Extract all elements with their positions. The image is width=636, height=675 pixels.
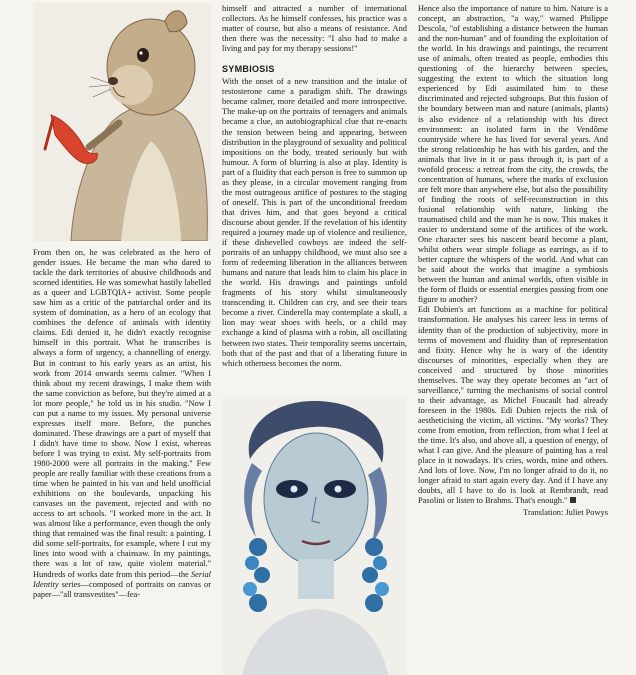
article-column-3 xyxy=(418,4,608,518)
series-title: Serial Identity xyxy=(33,569,211,589)
column-1-paragraph: From then on, he was celebrated as the hero of gender issues. He became the man who dared to tackle the dark territories of abusive childhoods and scorned identities. He was somewhat hastily labelled as a queer and LGBTQIA+ activist. Some people saw him as a critic of the patriarchal order and its system of domination, as a hero of an ecology that combines the defence of animals with identity claims. Edi denied it, he didn't exactly recognise himself in this portrait. What he transcribes is always a form of urgency, a channelling of energy. But in contrast to his early years as an artist, his work from 2014 onwards seems calmer. "When I think about my recent drawings, I make them with the same conviction as before, but they're aimed at a lot more people," he told us in his studio. "Now I can put a name to my issues. My personal universe expresses itself more. Before, the punches dominated. These drawings are a part of myself that I didn't have time to show. Now I exist, whereas before I was trying to exist. My self-portraits from 1980-2000 were all portraits in the making." Few people are really familiar with these creations from a time when he painted in his van and held unofficial exhibitions on the boulevards, unpacking his canvases on the pavement, rejected and with no access to art schools. "I worked more in the act. It was almost like a performance, even though the only thing that remained was the final result: a painting. I did some self-portraits, for example, where I cut my lines into wood with a chainsaw. In my paintings, there was a lot of raw, quite violent material." Hundreds of works date from this period—the Serial Identity series—composed of portraits on canvas or paper—"all transvestites"—fea- xyxy=(33,248,211,599)
column-3-paragraph-1: Hence also the importance of nature to him. Nature is a concept, an abstraction, "a way," warned Philippe Descola, "of establishing a distance between the human and the non-human" and of founding the exploitation of the world. In his drawings and paintings, the recurrent use of animals, often treated as people, embodies this questioning of the hierarchy between species, suggesting the extent to which the situation long experienced by Edi assimilated him to these discriminated and rejected subgroups. But this fusion of the boundary between man and nature (animals, plants) is also evidence of a relationship with his direct environment: an isolated farm in the Vendôme countryside where he has lived for several years. And the strong relationship he has with his garden, and the animals that live in it or pass through it, is part of a twofold process: a retreat from the city, the crowds, the concentration of humans, where the marks of exclusion are felt more than anywhere else, but also the possibility of finding the roots of self-reconstruction in this fusional relationship with nature, linking the traumatised child and the man he is now. This makes it easier to understand some of the artifices of the work. One character sees his nascent beard become a plant, whilst others wear simple foliage as earrings, as if to better capture the whispers of the world. And what can be said about the works that imagine a symbiosis between the human and animal worlds, often visible in the form of fluids or essential energies passing from one figure to another? xyxy=(418,4,608,305)
column-2-paragraph-2: With the onset of a new transition and the intake of testosterone came a paradigm shift. The drawings became calmer, more detailed and more introspective. The make-up on the portraits of teenagers and animals became a clue, an autobiographical clue that re-enacts the tension between being and appearing, between distribution in the playground of sexuality and political impositions on the body, treated seriously but with humour. A form of blurring is also at play. Identity is part of a fluidity that each person is free to summon up as they please, in a circular movement ranging from the most outrageous artifice of postures to the staging of oneself. This is part of the unconditional freedom that drives him, and that goes beyond a critical discourse about gender. If the revelation of his identity required a journey made up of violence and resilience, if these dishevelled cowboys are indeed the self-portraits of an unhappy childhood, we must also see a form of redeeming liberation in the alliances between humans and nature that leads him to claim his place in the world. His drawings and paintings unfold fragments of his story whilst simultaneously transcending it. Children can cry, and see their tears become a river. Cinderella may contemplate a skull, a lion may wear shoes with heels, or a child may exchange a kind of plasma with a robin, all oscillating between two states. Their temporality seems uncertain, both that of the past and that of a liberating future in which otherness becomes the norm. xyxy=(222,77,407,368)
portrait-illustration xyxy=(222,397,407,675)
article-column-1 xyxy=(33,248,211,600)
portrait-painting xyxy=(222,397,407,675)
squirrel-drawing xyxy=(33,3,211,241)
column-2-paragraph-1: himself and attracted a number of international collectors. As he himself confesses, his practice was a matter of course, but also a means of resistance. And then there was the necessity: "I also had to make a living and pay for my therapy sessions!" xyxy=(222,4,407,54)
squirrel-illustration xyxy=(33,3,211,241)
column-3-paragraph-2: Edi Dubien's art functions as a machine for political transformation. He analyses his career less in terms of identity than of the production of subjectivity, more in terms of movement and fluidity than of representation and fixity. Hence why he is wary of the identity discourses of minorities, especially when they are conceived and structured by those minorities themselves. The way they operate becomes an "act of surveillance," turning the mechanisms of social control to their advantage, as Michel Foucault had already foreseen in the 1980s. Edi Dubien rejects the risk of aestheticising the victim, all victims. "My works? They come from emotion, from reflection, from what I feel at the time. It's also, and above all, a question of energy, of what I can give. And the pleasure of painting has a real place in it nowadays. It's cries, words, mine and others. And lots of love. Now, I'm no longer afraid to do it, no longer afraid to start again every day. And if I have any doubts, all I have to do is look at Rembrandt, read Pasolini or listen to Brahms. That's enough." xyxy=(418,305,608,506)
translation-credit: Translation: Juliet Powys xyxy=(523,508,608,518)
article-column-2 xyxy=(222,4,407,369)
end-mark-icon xyxy=(570,497,576,503)
section-heading: SYMBIOSIS xyxy=(222,64,275,75)
